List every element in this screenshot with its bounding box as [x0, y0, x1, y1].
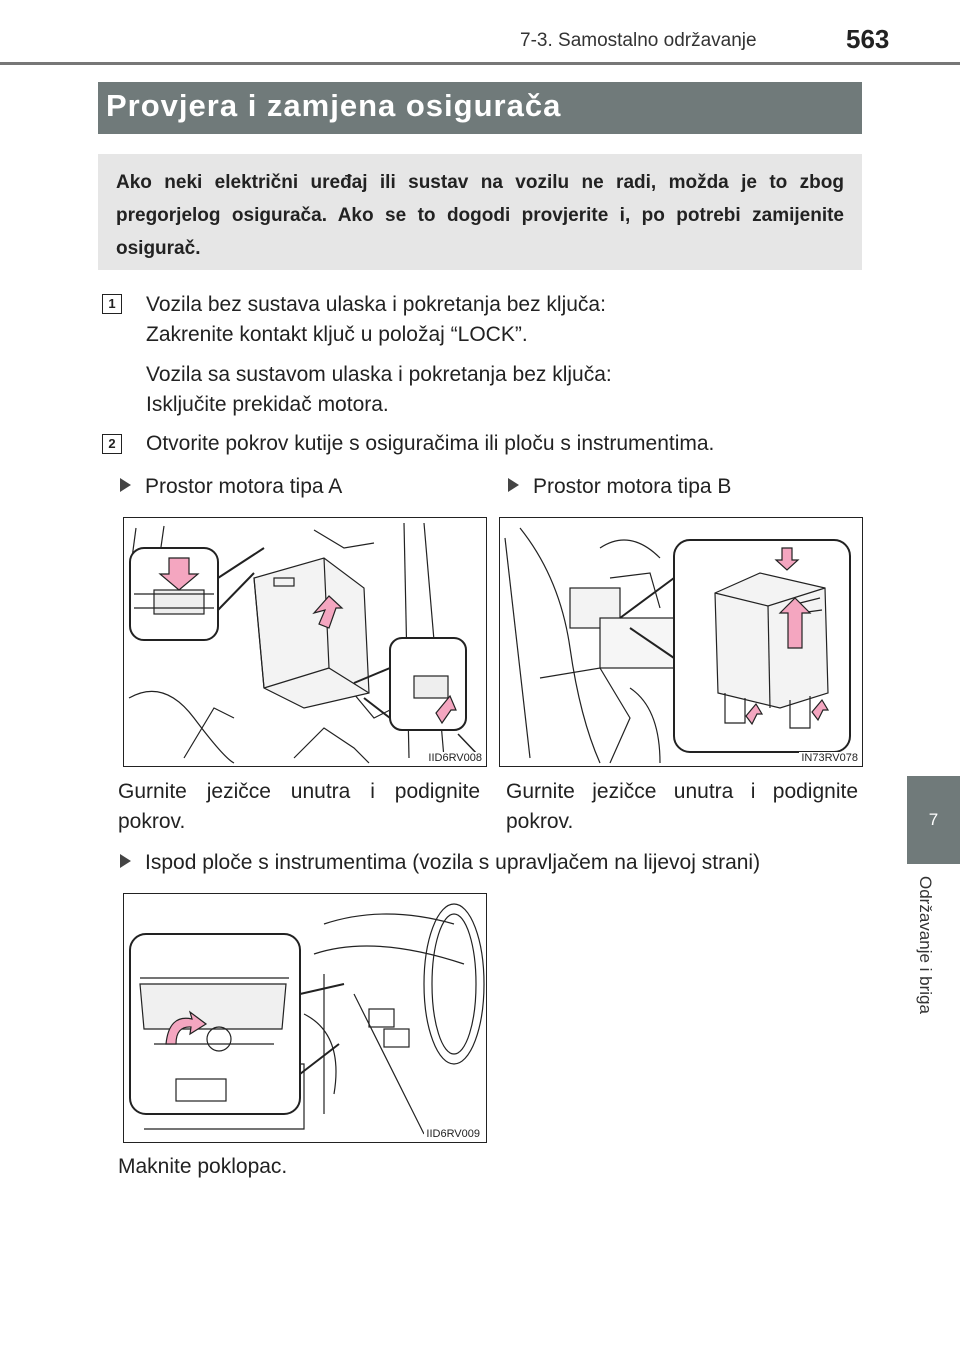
- chapter-tab: 7: [907, 776, 960, 864]
- step-1-line-2: Zakrenite kontakt ključ u položaj “LOCK”.: [146, 323, 528, 346]
- page-number: 563: [846, 24, 890, 54]
- triangle-bullet-icon: [508, 478, 519, 492]
- step-1-line-4: Isključite prekidač motora.: [146, 393, 389, 416]
- figure-b-heading-text: Prostor motora tipa B: [533, 475, 732, 498]
- figure-b-code: IN73RV078: [801, 752, 858, 764]
- header-divider: [0, 62, 960, 65]
- intro-text: Ako neki električni uređaj ili sustav na vozilu ne radi, možda je to zbog pregorjelog osigurača. Ako se to dogodi provjerite i, po potrebi zamijenite osigurač.: [116, 172, 844, 259]
- fuse-box-type-a-illustration: [124, 518, 486, 766]
- chapter-label-text: Održavanje i briga: [916, 876, 935, 1014]
- figure-b-heading: [508, 472, 731, 502]
- triangle-bullet-icon: [120, 478, 131, 492]
- fuse-box-type-b-illustration: [500, 518, 862, 766]
- figure-dashboard: [123, 893, 487, 1143]
- step-2-line-1: Otvorite pokrov kutije s osiguračima ili ploču s instrumentima.: [146, 432, 715, 455]
- figure-c-heading: [120, 848, 760, 878]
- figure-a-heading: [120, 472, 342, 502]
- figure-c-caption: Maknite poklopac.: [118, 1155, 288, 1178]
- intro-box: [98, 154, 862, 270]
- figure-a-caption: Gurnite jezičce unutra i podignite pokrov.: [118, 780, 480, 833]
- chapter-label: [905, 876, 945, 1046]
- figure-c-heading-text: Ispod ploče s instrumentima (vozila s upravljačem na lijevoj strani): [145, 851, 761, 874]
- figure-c-code: IID6RV009: [426, 1128, 480, 1140]
- instrument-panel-cover-illustration: [124, 894, 486, 1142]
- step-1-line-3: Vozila sa sustavom ulaska i pokretanja bez ključa:: [146, 363, 612, 386]
- figure-b-caption: Gurnite jezičce unutra i podignite pokrov.: [506, 780, 858, 833]
- title-bar: [98, 82, 862, 134]
- step-1-line-1: Vozila bez sustava ulaska i pokretanja bez ključa:: [146, 293, 606, 316]
- triangle-bullet-icon: [120, 854, 131, 868]
- figure-a-heading-text: Prostor motora tipa A: [145, 475, 343, 498]
- figure-engine-a: [123, 517, 487, 767]
- figure-a-code: IID6RV008: [428, 752, 482, 764]
- section-title: 7-3. Samostalno održavanje: [520, 30, 757, 51]
- step-number-2: 2: [102, 434, 122, 454]
- figure-engine-b: [499, 517, 863, 767]
- page-title: Provjera i zamjena osigurača: [106, 88, 562, 123]
- step-number-1: 1: [102, 294, 122, 314]
